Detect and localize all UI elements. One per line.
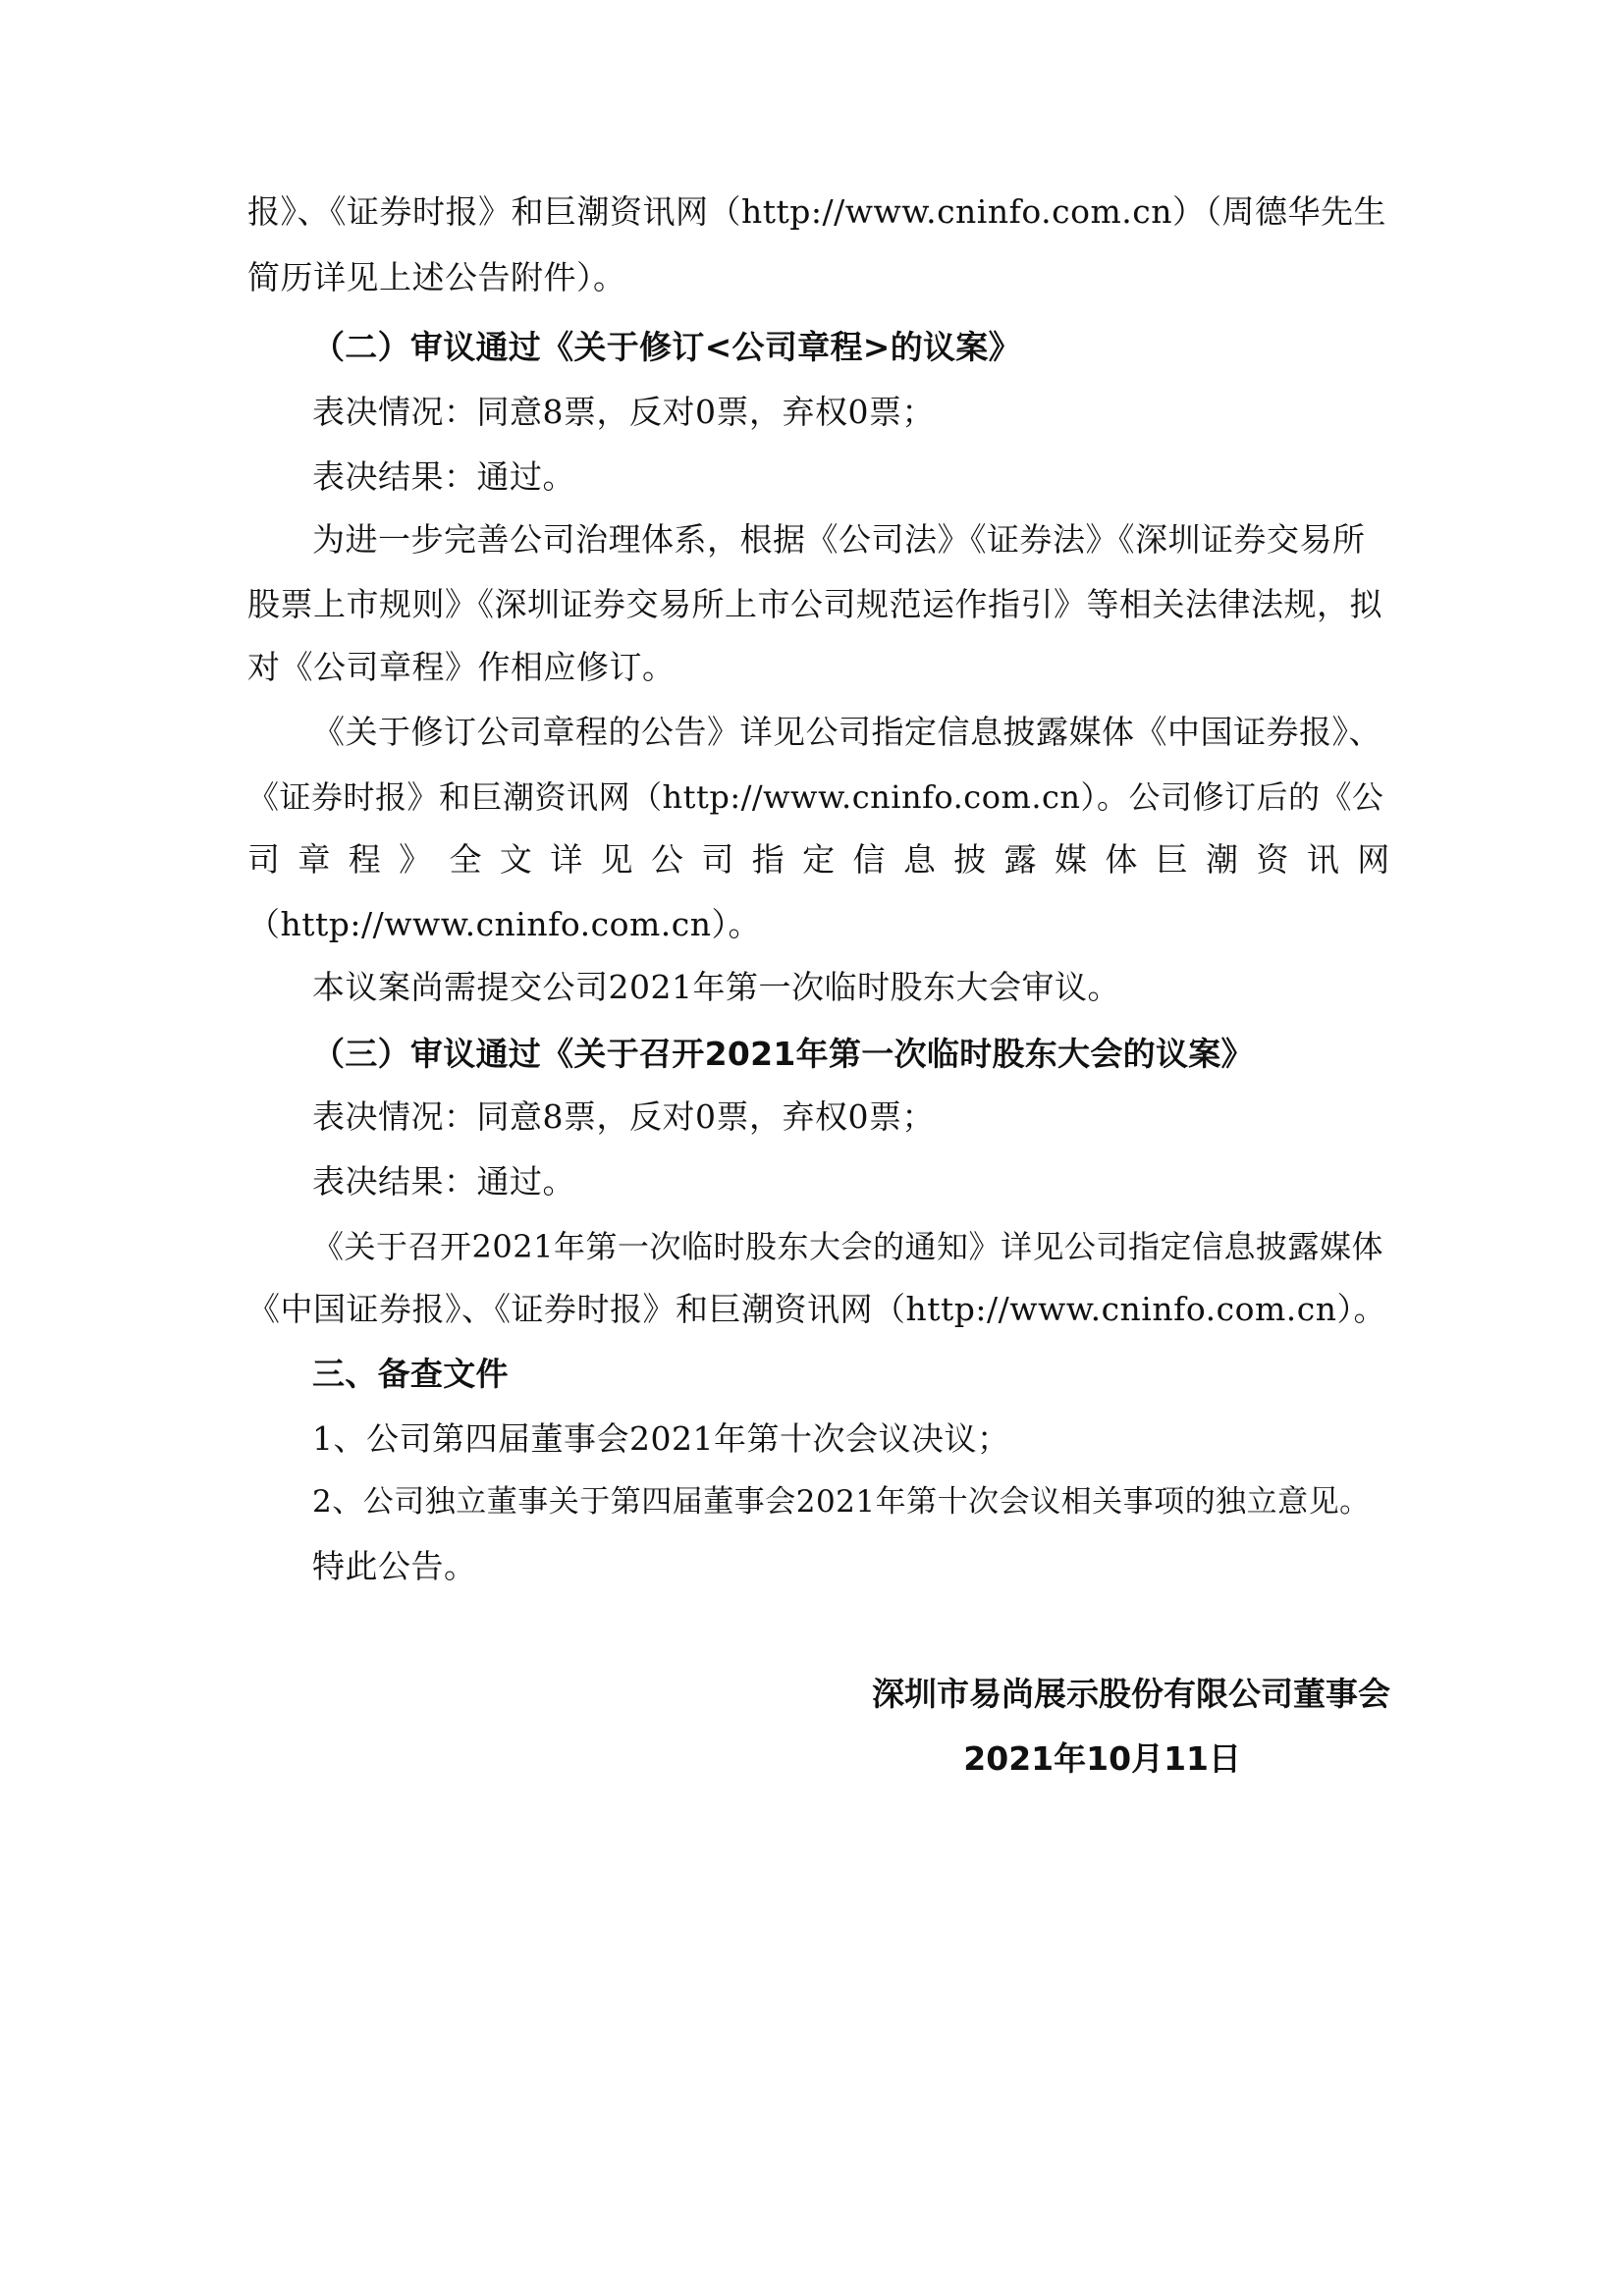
vote-status: 表决情况：同意8票，反对0票，弃权0票；: [312, 393, 935, 431]
paragraph-line: 《关于修订公司章程的公告》详见公司指定信息披露媒体《中国证券报》、: [312, 713, 1381, 751]
char: 公: [651, 840, 684, 879]
char: 体: [1105, 840, 1138, 879]
section-heading: （三）审议通过《关于召开2021年第一次临时股东大会的议案》: [312, 1035, 1254, 1073]
char: 潮: [1206, 840, 1239, 879]
paragraph-line: 《中国证券报》、《证券时报》和巨潮资讯网（http://www.cninfo.com.cn）。: [247, 1290, 1386, 1328]
vote-result: 表决结果：通过。: [312, 1162, 575, 1201]
char: 详: [550, 840, 583, 879]
char: 讯: [1306, 840, 1340, 879]
char: 》: [399, 840, 432, 879]
vote-status: 表决情况：同意8票，反对0票，弃权0票；: [312, 1097, 935, 1136]
char: 文: [499, 840, 533, 879]
char: 息: [902, 840, 937, 879]
closing-text: 特此公告。: [312, 1547, 477, 1585]
char: 媒: [1055, 840, 1088, 879]
paragraph-line: 股票上市规则》《深圳证券交易所上市公司规范运作指引》等相关法律法规，拟: [247, 585, 1382, 623]
char: 指: [751, 840, 785, 879]
char: 司: [247, 840, 281, 879]
char: 全: [449, 840, 482, 879]
paragraph-line: 简历详见上述公告附件）。: [247, 258, 626, 296]
signature-date: 2021年10月11日: [963, 1739, 1241, 1778]
paragraph-line: 对《公司章程》作相应修订。: [247, 648, 676, 686]
paragraph-line: 本议案尚需提交公司2021年第一次临时股东大会审议。: [312, 968, 1120, 1006]
paragraph-line: 报》、《证券时报》和巨潮资讯网（http://www.cninfo.com.cn）（周德华先生: [247, 192, 1386, 231]
char: 定: [802, 840, 836, 879]
signature-organization: 深圳市易尚展示股份有限公司董事会: [872, 1675, 1390, 1713]
char: 披: [953, 840, 987, 879]
paragraph-line: （http://www.cninfo.com.cn）。: [247, 905, 761, 943]
paragraph-line: 《关于召开2021年第一次临时股东大会的通知》详见公司指定信息披露媒体: [312, 1228, 1383, 1265]
section-heading: （二）审议通过《关于修订<公司章程>的议案》: [312, 328, 1021, 366]
char: 司: [701, 840, 734, 879]
char: 露: [1003, 840, 1038, 879]
section-heading: 三、备查文件: [312, 1355, 509, 1393]
char: 资: [1256, 840, 1289, 879]
paragraph-line: 《证券时报》和巨潮资讯网（http://www.cninfo.com.cn）。公司修订后的《公: [247, 778, 1384, 816]
char: 巨: [1155, 840, 1189, 879]
char: 程: [348, 840, 382, 879]
char: 见: [600, 840, 634, 879]
list-item: 1、公司第四届董事会2021年第十次会议决议；: [312, 1419, 1010, 1458]
char: 网: [1357, 840, 1390, 879]
justified-paragraph-line: [247, 840, 1390, 880]
list-item: 2、公司独立董事关于第四届董事会2021年第十次会议相关事项的独立意见。: [312, 1484, 1371, 1520]
paragraph-line: 为进一步完善公司治理体系，根据《公司法》《证券法》《深圳证券交易所: [312, 520, 1366, 559]
char: 章: [298, 840, 331, 879]
char: 信: [852, 840, 886, 879]
vote-result: 表决结果：通过。: [312, 457, 575, 496]
